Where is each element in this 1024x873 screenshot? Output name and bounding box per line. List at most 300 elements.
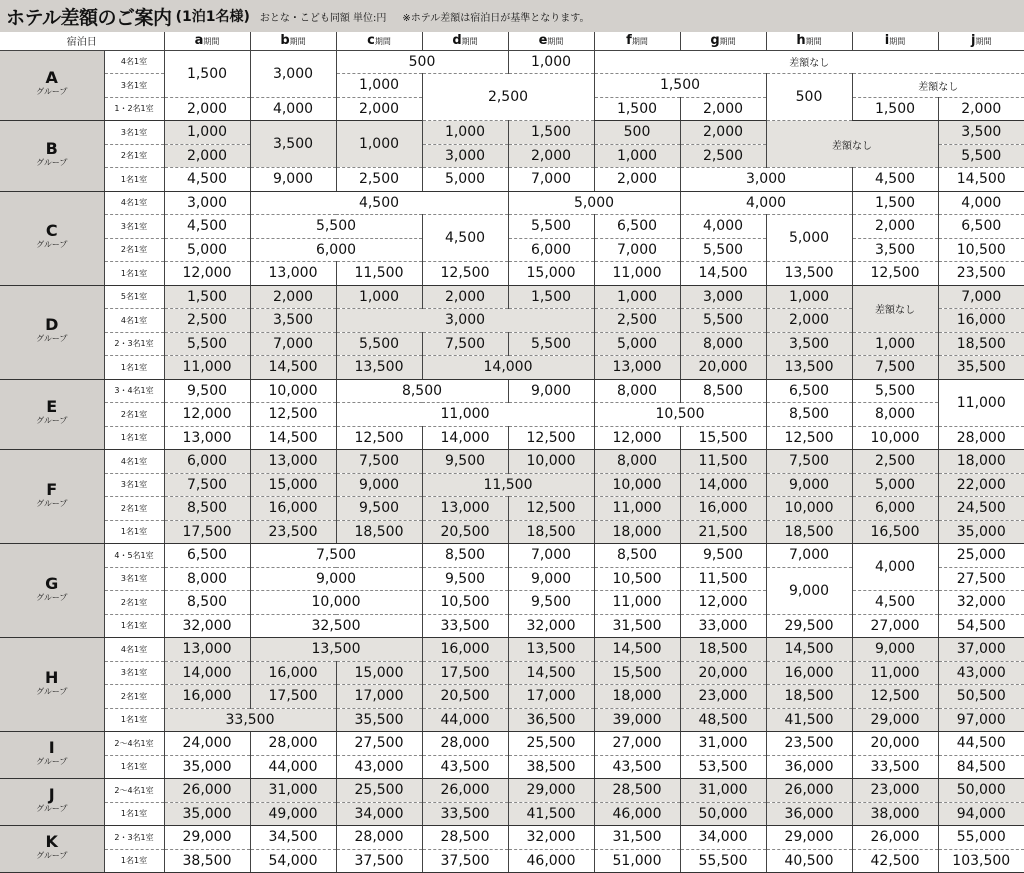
price-cell: 5,500 xyxy=(852,379,938,403)
price-cell: 18,000 xyxy=(938,450,1024,474)
table-row xyxy=(0,74,1024,98)
price-cell: 2,000 xyxy=(680,97,766,121)
price-cell: 31,500 xyxy=(594,614,680,638)
price-cell: 10,500 xyxy=(594,403,766,427)
price-cell: 31,000 xyxy=(680,779,766,803)
price-cell: 5,000 xyxy=(164,238,250,262)
room-type: 3名1室 xyxy=(104,567,164,591)
room-type: 2名1室 xyxy=(104,685,164,709)
table-row xyxy=(0,356,1024,380)
price-cell: 7,500 xyxy=(766,450,852,474)
period-letter: f xyxy=(626,33,632,49)
period-letter: c xyxy=(367,33,375,49)
price-cell: 26,000 xyxy=(852,826,938,850)
group-sub: グループ xyxy=(36,686,68,696)
price-cell: 48,500 xyxy=(680,708,766,732)
page-title: ホテル差額のご案内 xyxy=(6,6,172,29)
price-cell: 18,000 xyxy=(594,685,680,709)
period-suffix: 期間 xyxy=(374,37,391,47)
period-header-e xyxy=(508,32,594,50)
table-row xyxy=(0,450,1024,474)
group-sub: グループ xyxy=(36,592,68,602)
price-cell: 38,500 xyxy=(508,755,594,779)
price-cell: 54,500 xyxy=(938,614,1024,638)
price-cell: 13,000 xyxy=(164,426,250,450)
price-cell: 18,500 xyxy=(766,520,852,544)
price-cell: 4,500 xyxy=(852,168,938,192)
price-cell: 13,000 xyxy=(250,450,336,474)
room-type: 4名1室 xyxy=(104,450,164,474)
group-label-c xyxy=(0,191,104,285)
group-sub: グループ xyxy=(36,334,68,343)
price-cell: 500 xyxy=(766,74,852,121)
group-sub: グループ xyxy=(36,240,68,249)
room-type: 2名1室 xyxy=(104,144,164,168)
price-cell: 3,500 xyxy=(766,332,852,356)
period-suffix: 期間 xyxy=(805,37,822,47)
price-cell: 35,500 xyxy=(938,356,1024,380)
price-cell: 12,000 xyxy=(680,591,766,615)
table-row xyxy=(0,638,1024,662)
table-row xyxy=(0,614,1024,638)
price-cell: 31,000 xyxy=(680,732,766,756)
price-cell: 5,500 xyxy=(508,332,594,356)
price-cell: 33,000 xyxy=(680,614,766,638)
table-row xyxy=(0,238,1024,262)
price-cell: 13,500 xyxy=(336,356,422,380)
price-cell: 8,000 xyxy=(680,332,766,356)
price-cell: 14,500 xyxy=(250,426,336,450)
group-name: F xyxy=(46,479,58,499)
room-type: 3・4名1室 xyxy=(104,379,164,403)
price-cell: 46,000 xyxy=(594,802,680,826)
price-cell: 4,500 xyxy=(250,191,508,215)
price-cell: 12,500 xyxy=(508,497,594,521)
price-cell: 15,000 xyxy=(508,262,594,286)
price-cell: 2,000 xyxy=(422,285,508,309)
price-cell: 32,000 xyxy=(508,614,594,638)
group-name: B xyxy=(45,138,58,158)
table-row xyxy=(0,802,1024,826)
price-cell: 2,000 xyxy=(938,97,1024,121)
price-cell: 1,000 xyxy=(508,50,594,74)
price-cell: 14,500 xyxy=(766,638,852,662)
group-name: H xyxy=(45,667,59,687)
period-suffix: 期間 xyxy=(889,37,906,47)
price-cell: 9,500 xyxy=(508,591,594,615)
price-cell: 17,000 xyxy=(336,685,422,709)
price-cell: 41,500 xyxy=(766,708,852,732)
table-row xyxy=(0,403,1024,427)
price-cell: 12,500 xyxy=(336,426,422,450)
room-type: 2名1室 xyxy=(104,403,164,427)
no-surcharge-cell: 差額なし xyxy=(852,285,938,332)
price-cell: 14,000 xyxy=(164,661,250,685)
room-type: 4名1室 xyxy=(104,638,164,662)
price-cell: 44,000 xyxy=(422,708,508,732)
table-row xyxy=(0,215,1024,239)
price-cell: 9,500 xyxy=(680,544,766,568)
page-header xyxy=(0,0,1024,32)
price-cell: 9,000 xyxy=(250,567,422,591)
table-row xyxy=(0,849,1024,873)
table-row xyxy=(0,661,1024,685)
price-cell: 20,500 xyxy=(422,520,508,544)
price-cell: 36,500 xyxy=(508,708,594,732)
price-cell: 35,000 xyxy=(938,520,1024,544)
price-table xyxy=(0,32,1024,873)
price-cell: 22,000 xyxy=(938,473,1024,497)
price-cell: 11,000 xyxy=(852,661,938,685)
price-cell: 34,500 xyxy=(250,826,336,850)
price-cell: 7,500 xyxy=(852,356,938,380)
period-header-j xyxy=(938,32,1024,50)
price-cell: 14,000 xyxy=(422,426,508,450)
room-type: 1名1室 xyxy=(104,168,164,192)
group-name: A xyxy=(45,68,58,88)
table-row xyxy=(0,426,1024,450)
price-cell: 8,000 xyxy=(594,379,680,403)
room-type: 2名1室 xyxy=(104,238,164,262)
price-cell: 29,000 xyxy=(766,826,852,850)
room-type: 4名1室 xyxy=(104,50,164,74)
price-cell: 23,000 xyxy=(852,779,938,803)
price-cell: 5,500 xyxy=(250,215,422,239)
price-cell: 13,500 xyxy=(766,356,852,380)
price-cell: 13,500 xyxy=(508,638,594,662)
price-cell: 2,000 xyxy=(250,285,336,309)
price-cell: 33,500 xyxy=(422,802,508,826)
table-row xyxy=(0,168,1024,192)
period-suffix: 期間 xyxy=(719,37,736,47)
price-cell: 18,000 xyxy=(594,520,680,544)
price-cell: 8,500 xyxy=(164,497,250,521)
price-cell: 3,000 xyxy=(680,285,766,309)
room-type: 1名1室 xyxy=(104,849,164,873)
price-cell: 1,000 xyxy=(422,121,508,145)
price-cell: 1,000 xyxy=(852,332,938,356)
price-cell: 3,000 xyxy=(336,309,594,333)
price-cell: 3,500 xyxy=(250,121,336,168)
price-cell: 12,000 xyxy=(594,426,680,450)
price-cell: 5,000 xyxy=(422,168,508,192)
price-cell: 1,000 xyxy=(336,121,422,168)
price-cell: 13,000 xyxy=(164,638,250,662)
price-cell: 26,000 xyxy=(766,779,852,803)
period-header-g xyxy=(680,32,766,50)
price-cell: 1,000 xyxy=(766,285,852,309)
price-cell: 13,000 xyxy=(422,497,508,521)
price-cell: 33,500 xyxy=(422,614,508,638)
price-cell: 2,000 xyxy=(164,97,250,121)
table-row xyxy=(0,826,1024,850)
price-cell: 23,500 xyxy=(766,732,852,756)
table-row xyxy=(0,262,1024,286)
period-suffix: 期間 xyxy=(547,37,564,47)
table-row xyxy=(0,497,1024,521)
price-cell: 18,500 xyxy=(766,685,852,709)
price-cell: 7,000 xyxy=(594,238,680,262)
group-label-i xyxy=(0,732,104,779)
price-cell: 5,000 xyxy=(508,191,680,215)
price-cell: 36,000 xyxy=(766,802,852,826)
price-cell: 27,500 xyxy=(938,567,1024,591)
price-cell: 11,000 xyxy=(336,403,594,427)
price-cell: 7,500 xyxy=(336,450,422,474)
price-cell: 12,000 xyxy=(164,262,250,286)
price-cell: 10,000 xyxy=(594,473,680,497)
period-suffix: 期間 xyxy=(461,37,478,47)
price-cell: 38,500 xyxy=(164,849,250,873)
price-cell: 2,500 xyxy=(422,74,594,121)
price-cell: 53,500 xyxy=(680,755,766,779)
price-cell: 3,000 xyxy=(250,50,336,97)
price-cell: 10,000 xyxy=(250,379,336,403)
period-letter: a xyxy=(194,33,204,49)
price-cell: 2,000 xyxy=(766,309,852,333)
period-header-b xyxy=(250,32,336,50)
price-cell: 7,000 xyxy=(508,544,594,568)
room-type: 1名1室 xyxy=(104,708,164,732)
price-cell: 32,000 xyxy=(164,614,250,638)
price-cell: 12,500 xyxy=(852,262,938,286)
price-cell: 36,000 xyxy=(766,755,852,779)
price-cell: 4,500 xyxy=(164,168,250,192)
price-cell: 18,500 xyxy=(680,638,766,662)
price-cell: 42,500 xyxy=(852,849,938,873)
price-cell: 16,500 xyxy=(852,520,938,544)
price-cell: 12,500 xyxy=(422,262,508,286)
price-cell: 1,000 xyxy=(164,121,250,145)
group-label-e xyxy=(0,379,104,450)
group-label-a xyxy=(0,50,104,121)
table-row xyxy=(0,685,1024,709)
room-type: 4・5名1室 xyxy=(104,544,164,568)
no-surcharge-cell: 差額なし xyxy=(852,74,1024,98)
price-cell: 9,500 xyxy=(422,567,508,591)
price-cell: 1,500 xyxy=(852,191,938,215)
price-cell: 8,000 xyxy=(594,450,680,474)
price-cell: 1,500 xyxy=(164,285,250,309)
room-type: 2・3名1室 xyxy=(104,826,164,850)
room-type: 4名1室 xyxy=(104,191,164,215)
price-cell: 1,500 xyxy=(164,50,250,97)
price-cell: 32,000 xyxy=(938,591,1024,615)
price-cell: 31,000 xyxy=(250,779,336,803)
price-cell: 9,000 xyxy=(250,168,336,192)
room-type: 2・3名1室 xyxy=(104,332,164,356)
price-cell: 29,000 xyxy=(164,826,250,850)
period-header-i xyxy=(852,32,938,50)
price-cell: 6,000 xyxy=(250,238,422,262)
price-cell: 31,500 xyxy=(594,826,680,850)
price-cell: 13,000 xyxy=(250,262,336,286)
table-row xyxy=(0,473,1024,497)
table-row xyxy=(0,755,1024,779)
price-cell: 43,000 xyxy=(938,661,1024,685)
price-cell: 9,500 xyxy=(164,379,250,403)
price-cell: 28,000 xyxy=(250,732,336,756)
price-cell: 12,500 xyxy=(852,685,938,709)
price-cell: 25,000 xyxy=(938,544,1024,568)
period-suffix: 期間 xyxy=(289,37,306,47)
table-row xyxy=(0,191,1024,215)
price-cell: 7,500 xyxy=(422,332,508,356)
price-cell: 1,500 xyxy=(508,285,594,309)
period-letter: i xyxy=(884,33,890,49)
room-type: 3名1室 xyxy=(104,74,164,98)
group-name: D xyxy=(45,315,59,334)
price-cell: 3,500 xyxy=(938,121,1024,145)
price-cell: 11,000 xyxy=(594,262,680,286)
price-cell: 2,000 xyxy=(852,215,938,239)
price-cell: 2,000 xyxy=(508,144,594,168)
price-cell: 25,500 xyxy=(336,779,422,803)
room-type: 1・2名1室 xyxy=(104,97,164,121)
price-cell: 28,000 xyxy=(336,826,422,850)
price-cell: 14,000 xyxy=(422,356,594,380)
price-cell: 15,500 xyxy=(680,426,766,450)
period-letter: d xyxy=(452,33,462,49)
price-cell: 37,500 xyxy=(336,849,422,873)
price-cell: 1,500 xyxy=(852,97,938,121)
price-cell: 7,000 xyxy=(938,285,1024,309)
price-cell: 3,500 xyxy=(852,238,938,262)
price-cell: 15,000 xyxy=(336,661,422,685)
price-cell: 12,500 xyxy=(250,403,336,427)
unit-note: おとな・こども同額 単位:円 xyxy=(259,12,387,24)
room-type: 3名1室 xyxy=(104,473,164,497)
price-cell: 54,000 xyxy=(250,849,336,873)
room-type: 1名1室 xyxy=(104,426,164,450)
price-cell: 28,000 xyxy=(422,732,508,756)
price-cell: 3,000 xyxy=(164,191,250,215)
price-cell: 11,000 xyxy=(594,497,680,521)
price-cell: 17,500 xyxy=(164,520,250,544)
price-cell: 49,000 xyxy=(250,802,336,826)
price-cell: 8,000 xyxy=(164,567,250,591)
room-type: 3名1室 xyxy=(104,215,164,239)
room-type: 1名1室 xyxy=(104,262,164,286)
price-cell: 1,500 xyxy=(594,97,680,121)
price-cell: 20,000 xyxy=(852,732,938,756)
price-cell: 28,000 xyxy=(938,426,1024,450)
room-type: 2～4名1室 xyxy=(104,732,164,756)
price-cell: 37,000 xyxy=(938,638,1024,662)
group-label-f xyxy=(0,450,104,544)
price-cell: 500 xyxy=(336,50,508,74)
period-header-a xyxy=(164,32,250,50)
price-cell: 23,500 xyxy=(938,262,1024,286)
price-cell: 29,000 xyxy=(508,779,594,803)
room-type: 2名1室 xyxy=(104,591,164,615)
table-row xyxy=(0,285,1024,309)
price-cell: 34,000 xyxy=(336,802,422,826)
price-cell: 4,000 xyxy=(938,191,1024,215)
price-cell: 14,500 xyxy=(250,356,336,380)
group-sub: グループ xyxy=(36,757,68,766)
price-cell: 9,000 xyxy=(766,567,852,614)
group-sub: グループ xyxy=(36,87,68,97)
price-cell: 14,500 xyxy=(508,661,594,685)
price-cell: 11,000 xyxy=(164,356,250,380)
price-cell: 8,000 xyxy=(852,403,938,427)
room-type: 5名1室 xyxy=(104,285,164,309)
price-cell: 43,000 xyxy=(336,755,422,779)
price-cell: 2,000 xyxy=(336,97,422,121)
price-cell: 6,500 xyxy=(938,215,1024,239)
price-cell: 46,000 xyxy=(508,849,594,873)
price-cell: 14,500 xyxy=(680,262,766,286)
price-cell: 32,500 xyxy=(250,614,422,638)
price-cell: 40,500 xyxy=(766,849,852,873)
period-header-c xyxy=(336,32,422,50)
price-cell: 8,500 xyxy=(336,379,508,403)
group-label-h xyxy=(0,638,104,732)
header-row xyxy=(0,32,1024,50)
price-cell: 55,500 xyxy=(680,849,766,873)
price-cell: 10,500 xyxy=(594,567,680,591)
period-letter: g xyxy=(710,33,720,49)
price-cell: 11,500 xyxy=(680,450,766,474)
period-suffix: 期間 xyxy=(203,37,220,47)
price-cell: 4,500 xyxy=(852,591,938,615)
table-row xyxy=(0,520,1024,544)
group-sub: グループ xyxy=(36,498,68,508)
price-cell: 18,500 xyxy=(336,520,422,544)
price-cell: 5,500 xyxy=(164,332,250,356)
price-cell: 9,500 xyxy=(422,450,508,474)
price-cell: 12,500 xyxy=(766,426,852,450)
price-cell: 10,000 xyxy=(508,450,594,474)
price-cell: 37,500 xyxy=(422,849,508,873)
price-cell: 13,000 xyxy=(594,356,680,380)
price-cell: 18,500 xyxy=(508,520,594,544)
price-cell: 41,500 xyxy=(508,802,594,826)
price-cell: 6,000 xyxy=(508,238,594,262)
price-cell: 27,500 xyxy=(336,732,422,756)
price-cell: 51,000 xyxy=(594,849,680,873)
price-cell: 15,000 xyxy=(250,473,336,497)
price-cell: 33,500 xyxy=(164,708,336,732)
price-cell: 43,500 xyxy=(594,755,680,779)
price-cell: 28,500 xyxy=(422,826,508,850)
period-letter: e xyxy=(538,33,548,49)
table-row xyxy=(0,779,1024,803)
period-suffix: 期間 xyxy=(631,37,648,47)
price-cell: 11,500 xyxy=(680,567,766,591)
price-cell: 2,000 xyxy=(164,144,250,168)
price-cell: 9,000 xyxy=(508,379,594,403)
price-cell: 27,000 xyxy=(852,614,938,638)
price-cell: 55,000 xyxy=(938,826,1024,850)
room-type: 2名1室 xyxy=(104,497,164,521)
group-sub: グループ xyxy=(36,804,68,813)
price-cell: 10,000 xyxy=(250,591,422,615)
table-row xyxy=(0,732,1024,756)
price-cell: 3,500 xyxy=(250,309,336,333)
price-cell: 35,000 xyxy=(164,802,250,826)
price-cell: 17,500 xyxy=(422,661,508,685)
group-label-j xyxy=(0,779,104,826)
room-type: 1名1室 xyxy=(104,356,164,380)
price-cell: 16,000 xyxy=(250,661,336,685)
price-cell: 2,500 xyxy=(594,309,680,333)
group-name: E xyxy=(46,397,58,417)
price-cell: 2,000 xyxy=(680,121,766,145)
price-cell: 10,000 xyxy=(766,497,852,521)
price-cell: 38,000 xyxy=(852,802,938,826)
